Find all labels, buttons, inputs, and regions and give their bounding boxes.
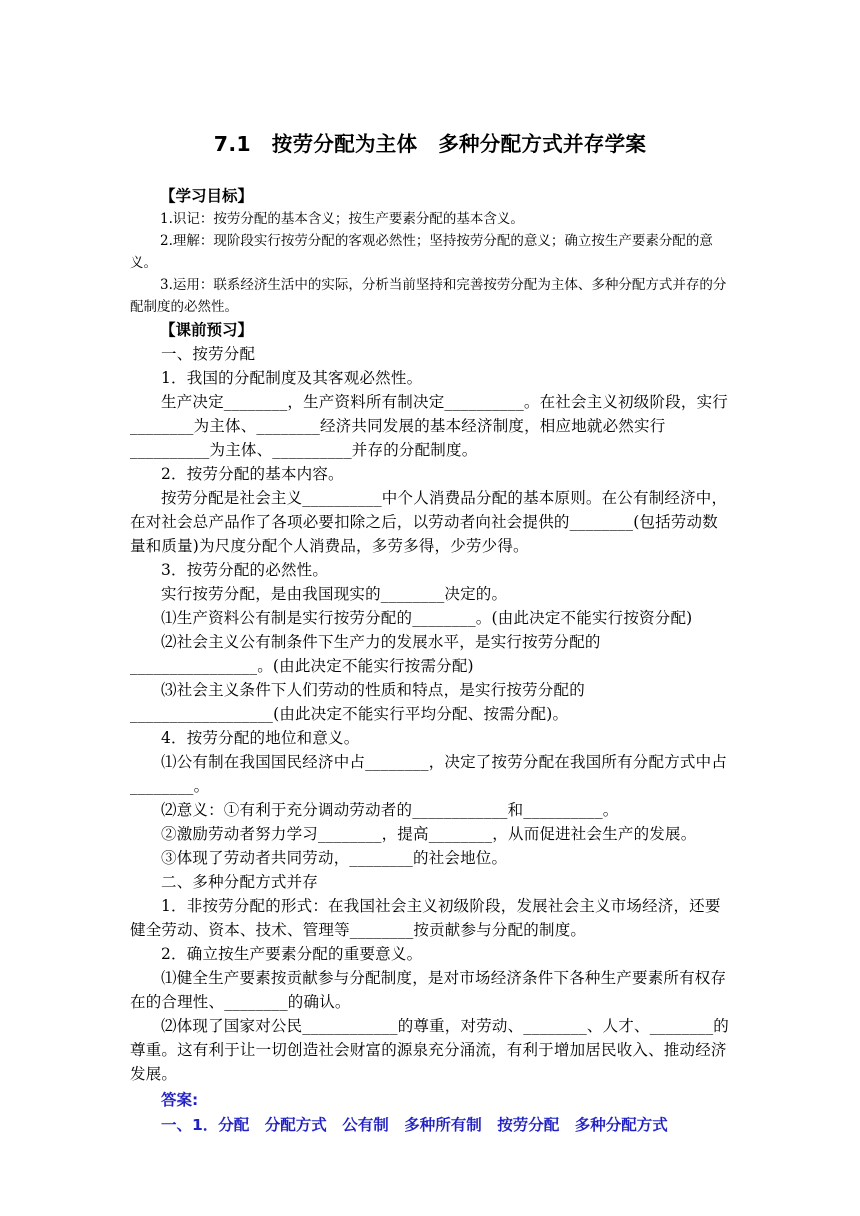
part2-q2-item-2: ⑵体现了国家对公民____________的尊重，对劳动、________、人才、________的尊重。这有利于让一切创造社会财富的源泉充分涌流，有利于增加居民收入、推动经济发展。 — [130, 1017, 730, 1083]
q3-item-2: ⑵社会主义公有制条件下生产力的发展水平，是实行按劳分配的________________。(由此决定不能实行按需分配) — [130, 633, 601, 675]
q2-text: 按劳分配是社会主义__________中个人消费品分配的基本原则。在公有制经济中，在对社会总产品作了各项必要扣除之后，以劳动者向社会提供的________(包括劳动数量和质量)为尺度分配个人消费品，多劳多得，少劳少得。 — [130, 489, 728, 555]
part2-q2-title: 2．确立按生产要素分配的重要意义。 — [161, 945, 423, 963]
q4-item-3: ②激励劳动者努力学习________，提高________，从而促进社会生产的发展。 — [161, 825, 697, 843]
q4-item-2: ⑵意义：①有利于充分调动劳动者的____________和__________。 — [161, 801, 619, 819]
q2-title: 2．按劳分配的基本内容。 — [161, 465, 344, 483]
part2-q2-item-1: ⑴健全生产要素按贡献参与分配制度，是对市场经济条件下各种生产要素所有权存在的合理性、________的确认。 — [130, 969, 727, 1011]
part1-heading: 一、按劳分配 — [161, 345, 256, 363]
answer-label: 答案: — [161, 1091, 199, 1109]
answer-line-1: 一、1．分配 分配方式 公有制 多种所有制 按劳分配 多种分配方式 — [161, 1116, 668, 1134]
learning-goals-heading: 【学习目标】 — [160, 187, 254, 205]
q3-item-3: ⑶社会主义条件下人们劳动的性质和特点，是实行按劳分配的__________________(由此决定不能实行平均分配、按需分配)。 — [130, 681, 585, 723]
q1-title: 1．我国的分配制度及其客观必然性。 — [161, 369, 423, 387]
learning-goal-item: 1.识记：按劳分配的基本含义；按生产要素分配的基本含义。 — [160, 211, 524, 227]
q4-title: 4．按劳分配的地位和意义。 — [161, 729, 360, 747]
q3-item-1: ⑴生产资料公有制是实行按劳分配的________。(由此决定不能实行按资分配) — [161, 609, 693, 627]
q3-title: 3．按劳分配的必然性。 — [161, 561, 329, 579]
part2-q1-text: 1．非按劳分配的形式：在我国社会主义初级阶段，发展社会主义市场经济，还要健全劳动、资本、技术、管理等________按贡献参与分配的制度。 — [130, 897, 721, 939]
learning-goal-item: 2.理解：现阶段实行按劳分配的客观必然性；坚持按劳分配的意义；确立按生产要素分配的意义。 — [130, 233, 713, 271]
page-title: 7.1 按劳分配为主体 多种分配方式并存学案 — [213, 132, 647, 156]
preview-heading: 【课前预习】 — [160, 321, 254, 339]
q4-item-4: ③体现了劳动者共同劳动，________的社会地位。 — [161, 849, 508, 867]
q4-item-1: ⑴公有制在我国国民经济中占________，决定了按劳分配在我国所有分配方式中占________。 — [130, 753, 728, 795]
q3-intro: 实行按劳分配，是由我国现实的________决定的。 — [161, 585, 508, 603]
document-page — [130, 128, 730, 1138]
q1-text: 生产决定________，生产资料所有制决定__________。在社会主义初级阶段，实行________为主体、________经济共同发展的基本经济制度，相应地就必然实行__________为主体、__________并存的分配制度。 — [130, 393, 729, 459]
learning-goal-item: 3.运用：联系经济生活中的实际，分析当前坚持和完善按劳分配为主体、多种分配方式并存的分配制度的必然性。 — [130, 277, 727, 315]
part2-heading: 二、多种分配方式并存 — [161, 873, 319, 891]
